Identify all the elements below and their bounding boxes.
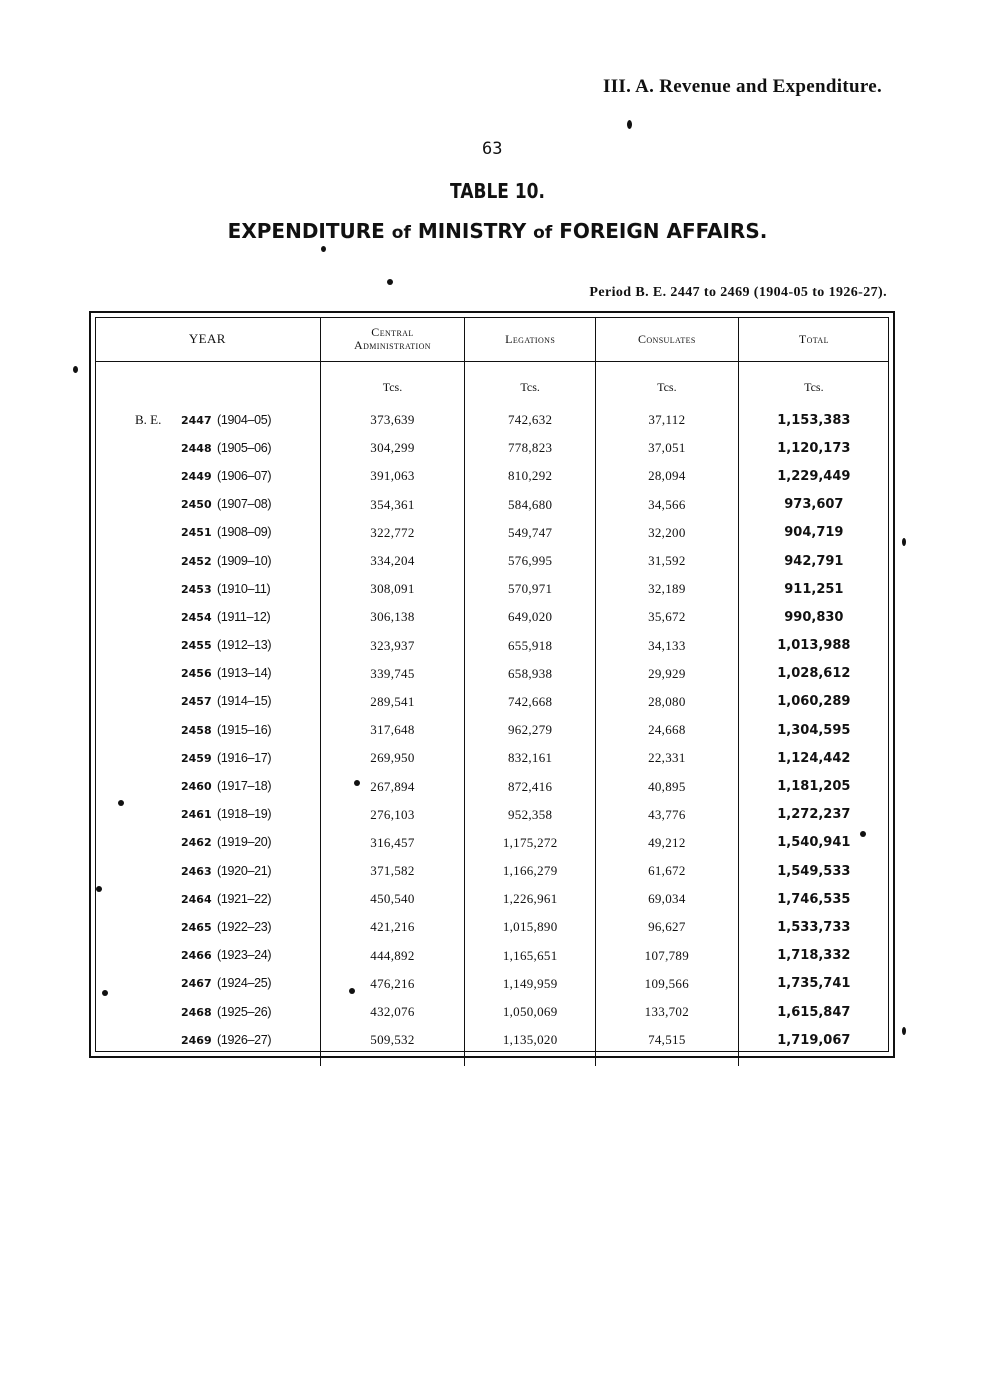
units-central: Tcs. [320,362,465,407]
cell-year [95,688,320,716]
cell-central: 509,532 [320,1026,465,1054]
cell-legations: 952,358 [465,801,596,829]
ce-year: (1920–21) [217,863,272,878]
cell-consulates: 96,627 [596,913,739,941]
be-year: 2465 [181,920,212,934]
be-prefix: B. E. [135,412,162,428]
cell-year [95,406,320,434]
table-subtitle [0,219,995,243]
be-year: 2463 [181,864,212,878]
cell-year [95,603,320,631]
ce-year: (1906–07) [217,468,272,483]
be-year: 2456 [181,667,212,681]
cell-legations: 872,416 [465,772,596,800]
be-year: 2454 [181,610,212,624]
table-row [95,942,889,970]
cell-legations: 1,165,651 [465,942,596,970]
ce-year: (1904–05) [217,413,272,428]
cell-total: 1,181,205 [738,772,889,800]
cell-central: 322,772 [320,519,465,547]
cell-legations: 576,995 [465,547,596,575]
spacer-cell [596,1054,739,1066]
cell-central: 267,894 [320,772,465,800]
be-year: 2460 [181,780,212,794]
running-head: III. A. Revenue and Expenditure. [603,76,882,97]
scan-speck [902,1027,906,1035]
cell-central: 308,091 [320,575,465,603]
cell-consulates: 28,094 [596,462,739,490]
cell-consulates: 74,515 [596,1026,739,1054]
expenditure-table [95,317,889,1066]
cell-total: 1,540,941 [738,829,889,857]
ce-year: (1914–15) [217,694,272,709]
cell-year [95,434,320,462]
cell-total: 1,272,237 [738,801,889,829]
cell-legations: 832,161 [465,744,596,772]
cell-consulates: 31,592 [596,547,739,575]
ce-year: (1926–27) [217,1032,272,1047]
table-spacer-row [95,1054,889,1066]
cell-year [95,547,320,575]
table-row [95,632,889,660]
cell-central: 444,892 [320,942,465,970]
be-year: 2468 [181,1005,212,1019]
subtitle-part-4: of [533,223,553,243]
be-year: 2459 [181,751,212,765]
page-number: 63 [482,139,503,159]
ce-year: (1912–13) [217,638,272,653]
header-central-line1: Central [371,325,414,340]
cell-legations: 742,668 [465,688,596,716]
ce-year: (1905–06) [217,440,272,455]
scan-speck [349,988,355,994]
cell-year [95,519,320,547]
cell-legations: 1,149,959 [465,970,596,998]
scan-speck [118,800,124,806]
subtitle-part-3: MINISTRY [417,219,527,243]
table-row [95,857,889,885]
cell-year [95,942,320,970]
cell-central: 339,745 [320,660,465,688]
table-row [95,801,889,829]
cell-central: 269,950 [320,744,465,772]
table-row [95,688,889,716]
be-year: 2455 [181,639,212,653]
units-year [95,362,320,407]
scan-speck [627,120,632,129]
header-year: YEAR [95,317,320,362]
cell-legations: 810,292 [465,462,596,490]
cell-legations: 742,632 [465,406,596,434]
ce-year: (1919–20) [217,835,272,850]
cell-consulates: 24,668 [596,716,739,744]
cell-central: 354,361 [320,491,465,519]
be-year: 2452 [181,554,212,568]
cell-central: 432,076 [320,998,465,1026]
table-row [95,829,889,857]
table-row [95,970,889,998]
scan-speck [860,831,866,837]
period-caption: Period B. E. 2447 to 2469 (1904-05 to 1926-27). [589,285,887,300]
ce-year: (1925–26) [217,1004,272,1019]
cell-total: 1,153,383 [738,406,889,434]
cell-year [95,462,320,490]
cell-central: 371,582 [320,857,465,885]
units-consulates: Tcs. [596,362,739,407]
cell-legations: 1,166,279 [465,857,596,885]
cell-central: 323,937 [320,632,465,660]
cell-year [95,744,320,772]
cell-total: 1,013,988 [738,632,889,660]
table-row [95,660,889,688]
cell-total: 1,718,332 [738,942,889,970]
be-year: 2453 [181,582,212,596]
cell-total: 973,607 [738,491,889,519]
cell-consulates: 29,929 [596,660,739,688]
cell-legations: 1,015,890 [465,913,596,941]
cell-central: 317,648 [320,716,465,744]
table-row [95,434,889,462]
cell-consulates: 109,566 [596,970,739,998]
header-row [95,317,889,362]
be-year: 2447 [181,414,212,428]
cell-central: 306,138 [320,603,465,631]
table-row [95,406,889,434]
ce-year: (1921–22) [217,891,272,906]
cell-year [95,491,320,519]
be-year: 2464 [181,892,212,906]
cell-consulates: 34,133 [596,632,739,660]
table-row [95,744,889,772]
units-total: Tcs. [738,362,889,407]
scan-speck [96,886,102,892]
table-row [95,575,889,603]
cell-total: 990,830 [738,603,889,631]
cell-consulates: 69,034 [596,885,739,913]
be-year: 2450 [181,498,212,512]
be-year: 2467 [181,977,212,991]
ce-year: (1918–19) [217,807,272,822]
cell-total: 904,719 [738,519,889,547]
cell-total: 942,791 [738,547,889,575]
cell-total: 1,124,442 [738,744,889,772]
cell-consulates: 133,702 [596,998,739,1026]
cell-consulates: 37,051 [596,434,739,462]
cell-central: 316,457 [320,829,465,857]
be-year: 2449 [181,469,212,483]
cell-legations: 584,680 [465,491,596,519]
table-row [95,519,889,547]
spacer-cell [738,1054,889,1066]
cell-central: 391,063 [320,462,465,490]
scan-speck [387,279,393,285]
be-year: 2458 [181,723,212,737]
ce-year: (1923–24) [217,948,272,963]
scan-speck [354,780,360,786]
units-legations: Tcs. [465,362,596,407]
units-row [95,362,889,407]
cell-legations: 962,279 [465,716,596,744]
cell-consulates: 35,672 [596,603,739,631]
ce-year: (1909–10) [217,553,272,568]
cell-total: 1,120,173 [738,434,889,462]
cell-total: 1,735,741 [738,970,889,998]
subtitle-part-1: EXPENDITURE [227,219,385,243]
cell-year [95,716,320,744]
table-frame [89,311,895,1058]
be-year: 2461 [181,808,212,822]
ce-year: (1908–09) [217,525,272,540]
table-row [95,772,889,800]
header-legations: Legations [465,317,596,362]
ce-year: (1915–16) [217,722,272,737]
cell-central: 373,639 [320,406,465,434]
table-row [95,716,889,744]
subtitle-part-5: FOREIGN AFFAIRS. [559,219,768,243]
cell-total: 1,060,289 [738,688,889,716]
cell-central: 476,216 [320,970,465,998]
scan-speck [902,538,906,546]
table-title: TABLE 10. [450,179,545,203]
cell-year [95,1026,320,1054]
cell-total: 1,229,449 [738,462,889,490]
cell-legations: 570,971 [465,575,596,603]
scan-speck [102,990,108,996]
cell-legations: 658,938 [465,660,596,688]
cell-consulates: 22,331 [596,744,739,772]
cell-year [95,829,320,857]
cell-central: 276,103 [320,801,465,829]
scan-speck [73,366,78,373]
cell-year [95,772,320,800]
cell-consulates: 49,212 [596,829,739,857]
cell-consulates: 32,200 [596,519,739,547]
cell-year [95,575,320,603]
table-row [95,885,889,913]
cell-legations: 1,175,272 [465,829,596,857]
cell-consulates: 43,776 [596,801,739,829]
spacer-cell [95,1054,320,1066]
cell-total: 1,746,535 [738,885,889,913]
ce-year: (1917–18) [217,779,272,794]
cell-year [95,885,320,913]
header-central [320,317,465,362]
table-row [95,491,889,519]
cell-total: 1,615,847 [738,998,889,1026]
ce-year: (1907–08) [217,497,272,512]
subtitle-part-2: of [391,223,411,243]
cell-year [95,970,320,998]
cell-consulates: 32,189 [596,575,739,603]
cell-legations: 778,823 [465,434,596,462]
table-row [95,603,889,631]
cell-legations: 549,747 [465,519,596,547]
be-year: 2448 [181,441,212,455]
cell-legations: 1,226,961 [465,885,596,913]
cell-consulates: 61,672 [596,857,739,885]
cell-legations: 655,918 [465,632,596,660]
ce-year: (1913–14) [217,666,272,681]
header-central-line2: Administration [354,338,431,352]
table-row [95,1026,889,1054]
table-row [95,462,889,490]
be-year: 2451 [181,526,212,540]
ce-year: (1922–23) [217,919,272,934]
cell-total: 1,719,067 [738,1026,889,1054]
table-row [95,913,889,941]
cell-total: 1,533,733 [738,913,889,941]
scan-speck [321,246,326,252]
header-total: Total [738,317,889,362]
cell-legations: 1,050,069 [465,998,596,1026]
ce-year: (1910–11) [217,581,271,596]
cell-consulates: 28,080 [596,688,739,716]
cell-consulates: 107,789 [596,942,739,970]
cell-central: 304,299 [320,434,465,462]
cell-year [95,998,320,1026]
cell-total: 1,028,612 [738,660,889,688]
header-consulates: Consulates [596,317,739,362]
be-year: 2457 [181,695,212,709]
spacer-cell [320,1054,465,1066]
ce-year: (1924–25) [217,976,272,991]
spacer-cell [465,1054,596,1066]
cell-year [95,857,320,885]
be-year: 2462 [181,836,212,850]
cell-consulates: 37,112 [596,406,739,434]
cell-consulates: 40,895 [596,772,739,800]
cell-year [95,801,320,829]
cell-year [95,660,320,688]
cell-central: 450,540 [320,885,465,913]
cell-central: 334,204 [320,547,465,575]
ce-year: (1916–17) [217,750,272,765]
cell-year [95,632,320,660]
ce-year: (1911–12) [217,609,271,624]
cell-year [95,913,320,941]
be-year: 2469 [181,1033,212,1047]
cell-central: 289,541 [320,688,465,716]
cell-total: 911,251 [738,575,889,603]
cell-legations: 649,020 [465,603,596,631]
table-row [95,547,889,575]
cell-total: 1,549,533 [738,857,889,885]
cell-total: 1,304,595 [738,716,889,744]
be-year: 2466 [181,949,212,963]
cell-central: 421,216 [320,913,465,941]
cell-consulates: 34,566 [596,491,739,519]
cell-legations: 1,135,020 [465,1026,596,1054]
table-row [95,998,889,1026]
